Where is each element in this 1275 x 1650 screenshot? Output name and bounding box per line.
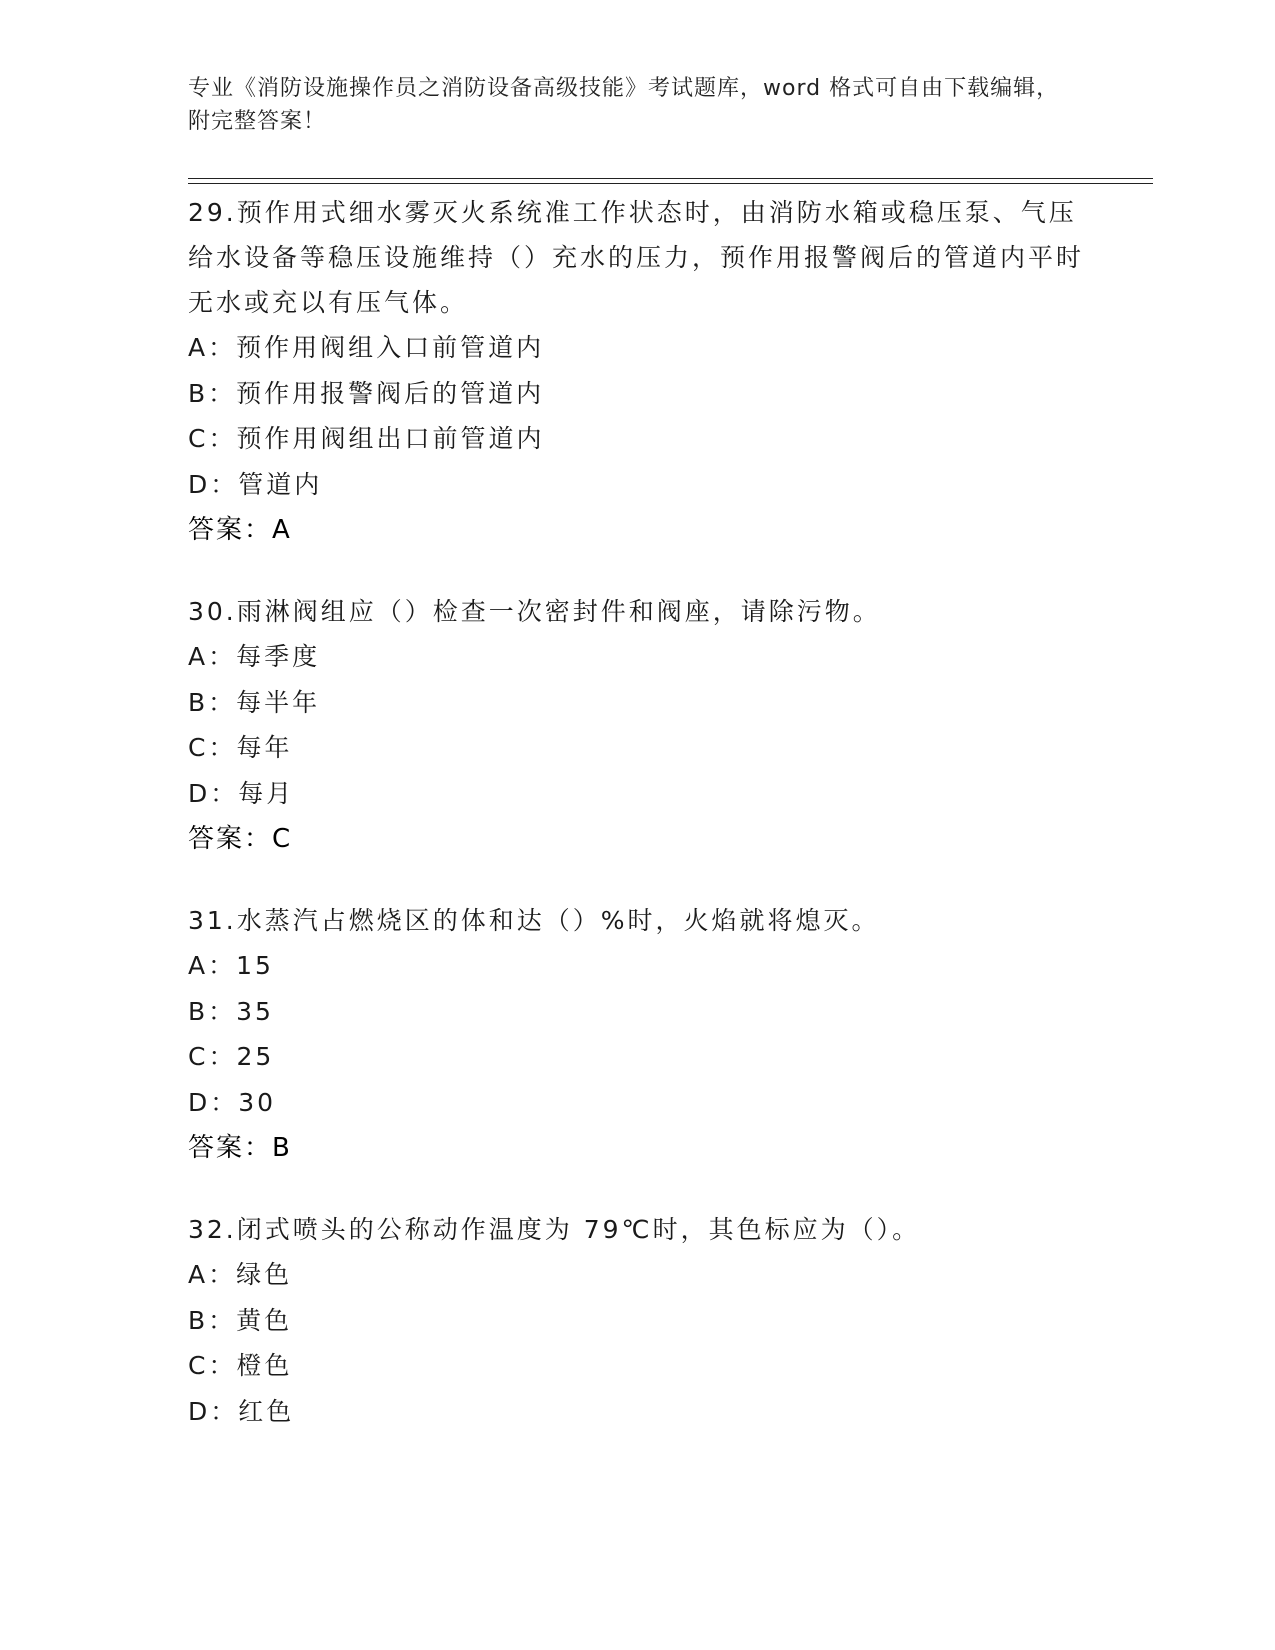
option-a: A：绿色 xyxy=(188,1260,293,1289)
header-intro: 专业《消防设施操作员之消防设备高级技能》考试题库，word 格式可自由下载编辑，附完整答案！ xyxy=(188,76,1060,134)
option-b: B：黄色 xyxy=(188,1305,293,1335)
header-divider-top xyxy=(188,178,1153,179)
option-a: A：预作用阀组入口前管道内 xyxy=(188,333,545,362)
question-list xyxy=(188,190,1088,1470)
question-29 xyxy=(188,190,1088,553)
option-d: D：红色 xyxy=(188,1396,295,1426)
question-stem: 31.水蒸汽占燃烧区的体和达（）%时，火焰就将熄灭。 xyxy=(188,906,880,935)
question-stem: 32.闭式喷头的公称动作温度为 79℃时，其色标应为（）。 xyxy=(188,1215,921,1244)
option-a: A：15 xyxy=(188,951,274,980)
answer: 答案：C xyxy=(188,824,293,854)
question-31 xyxy=(188,898,1088,1171)
question-stem: 29.预作用式细水雾灭火系统准工作状态时，由消防水箱或稳压泵、气压给水设备等稳压设施维持（）充水的压力，预作用报警阀后的管道内平时无水或充以有压气体。 xyxy=(188,198,1085,317)
option-b: B：预作用报警阀后的管道内 xyxy=(188,378,545,408)
answer: 答案：B xyxy=(188,1133,292,1163)
question-stem: 30.雨淋阀组应（）检查一次密封件和阀座，请除污物。 xyxy=(188,597,881,626)
option-b: B：每半年 xyxy=(188,687,321,717)
option-c: C：橙色 xyxy=(188,1351,293,1380)
option-c: C：每年 xyxy=(188,733,293,762)
answer: 答案：A xyxy=(188,515,292,545)
option-b: B：35 xyxy=(188,996,274,1026)
header-divider-bottom xyxy=(188,183,1153,184)
option-a: A：每季度 xyxy=(188,642,321,671)
question-32 xyxy=(188,1207,1088,1434)
option-d: D：管道内 xyxy=(188,469,323,499)
option-c: C：25 xyxy=(188,1042,275,1071)
option-d: D：30 xyxy=(188,1087,277,1117)
question-30 xyxy=(188,589,1088,862)
option-d: D：每月 xyxy=(188,778,295,808)
option-c: C：预作用阀组出口前管道内 xyxy=(188,424,545,453)
